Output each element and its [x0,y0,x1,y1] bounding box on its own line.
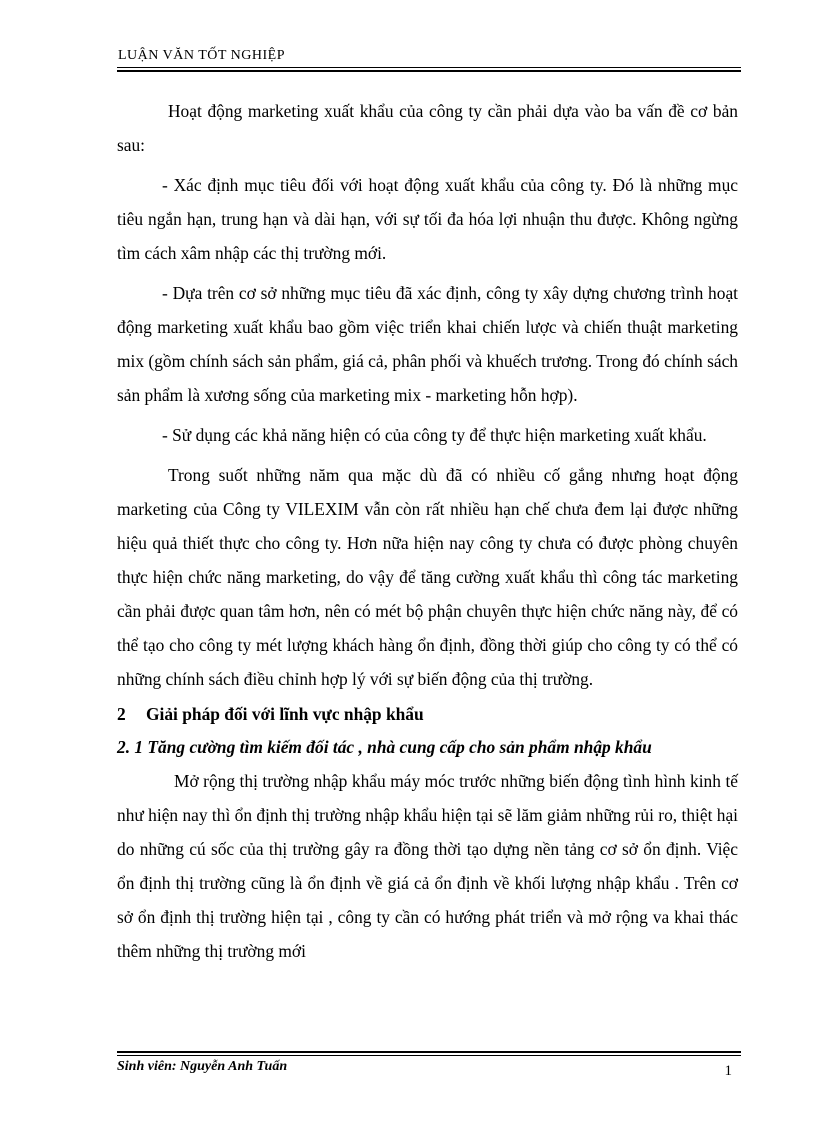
paragraph-import: Mở rộng thị trường nhập khẩu máy móc trước những biến động tình hình kinh tế như hiện nay thì ổn định thị trường nhập khẩu hiện tại sẽ lăm giảm những rủi ro, thiệt hại do những cú sốc của thị trường gây ra đồng thời tạo dựng nền tảng cơ sở ổn định. Việc ổn định thị trường cũng là ổn định về giá cả ổn định về khối lượng nhập khẩu . Trên cơ sở ổn định thị trường hiện tại , công ty cần có hướng phát triển và mở rộng va khai thác thêm những thị trường mới [117,771,738,961]
footer-rule-thick [117,1051,741,1053]
footer-rule-thin [117,1055,741,1056]
section-title: Giải pháp đối với lĩnh vực nhập khẩu [146,704,424,724]
section-number: 2 [117,704,126,724]
section-heading [117,698,738,731]
paragraph-bullet-2: - Dựa trên cơ sở những mục tiêu đã xác định, công ty xây dựng chương trình hoạt động marketing xuất khẩu bao gồm việc triển khai chiến lược và chiến thuật marketing mix (gồm chính sách sản phẩm, giá cả, phân phối và khuếch trương. Trong đó chính sách sản phẩm là xương sống của marketing mix - marketing hỗn hợp). [117,283,738,405]
paragraph-bullet-3: - Sử dụng các khả năng hiện có của công ty để thực hiện marketing xuất khẩu. [162,425,707,445]
paragraph-bullet-1: - Xác định mục tiêu đối với hoạt động xuất khẩu của công ty. Đó là những mục tiêu ngắn hạn, trung hạn và dài hạn, với sự tối đa hóa lợi nhuận thu được. Không ngừng tìm cách xâm nhập các thị trường mới. [117,175,738,263]
paragraph-marketing: Trong suốt những năm qua mặc dù đã có nhiều cố gắng nhưng hoạt động marketing của Công ty VILEXIM vẫn còn rất nhiều hạn chế chưa đem lại được những hiệu quả thiết thực cho công ty. Hơn nữa hiện nay công ty chưa có được phòng chuyên thực hiện chức năng marketing, do vậy để tăng cường xuất khẩu thì công tác marketing cần phải được quan tâm hơn, nên có mét bộ phận chuyên thực hiện chức năng này, để có thể tạo cho công ty mét lượng khách hàng ổn định, đồng thời giúp cho công ty có thể có những chính sách điều chỉnh hợp lý với sự biến động của thị trường. [117,465,738,689]
student-name: Sinh viên: Nguyễn Anh Tuấn [117,1059,288,1074]
header-rule-thick [117,70,741,72]
page-header [117,48,741,64]
header-title: LUẬN VĂN TỐT NGHIỆP [118,48,285,63]
header-rule-thin [117,67,741,68]
paragraph-intro: Hoạt động marketing xuất khẩu của công ty cần phải dựa vào ba vấn đề cơ bản sau: [117,101,738,155]
document-body [117,94,738,968]
page-number: 1 [724,1063,732,1079]
subsection-heading: 2. 1 Tăng cường tìm kiếm đối tác , nhà cung cấp cho sản phẩm nhập khẩu [117,737,652,757]
